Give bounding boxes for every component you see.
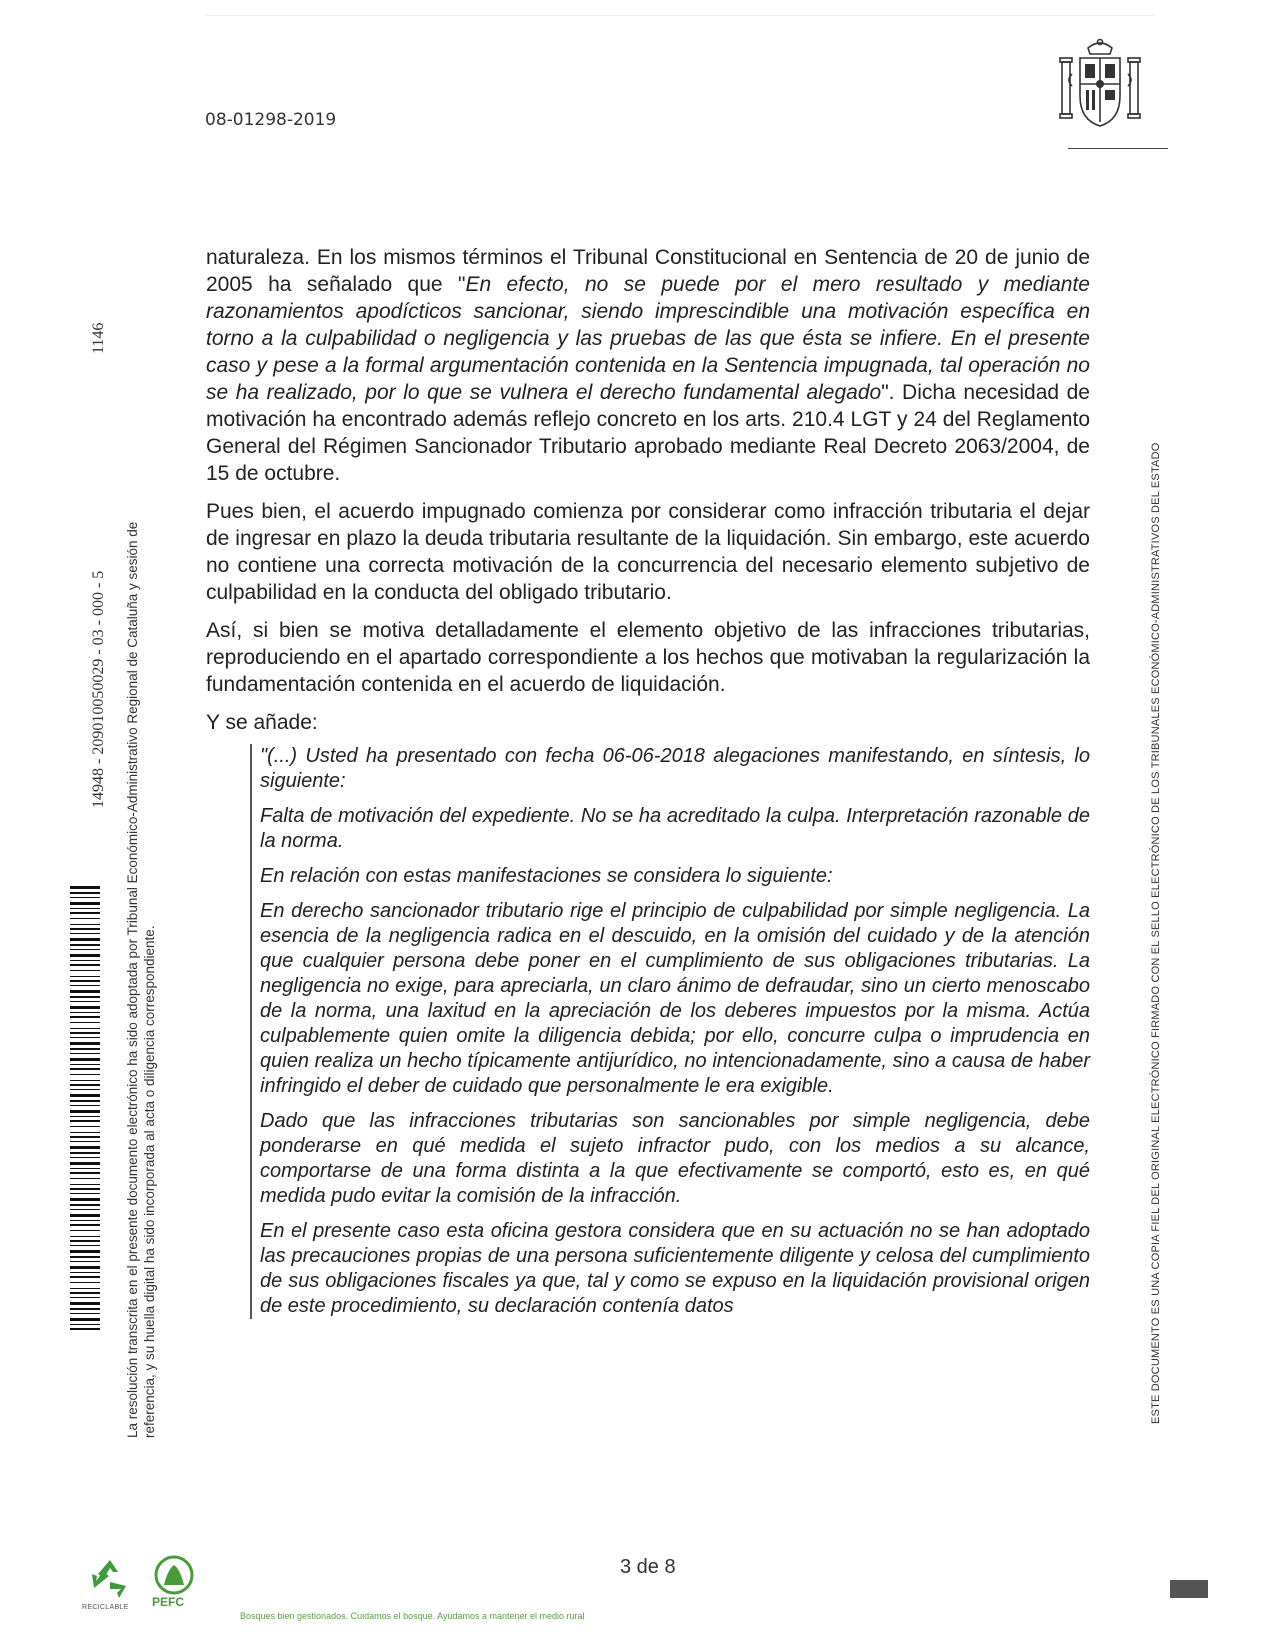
quote-paragraph: En el presente caso esta oficina gestora considera que en su actuación no se han adoptado las precauciones propias de una persona suficientemente diligente y celosa del cumplimiento de sus obligaciones fiscales ya que, tal y como se expuso en la liquidación provisional origen de este procedimiento, su declaración contenía datos bbox=[260, 1220, 1090, 1317]
paragraph-1: naturaleza. En los mismos términos el Tribunal Constitucional en Sentencia de 20 de junio de 2005 ha señalado que "En efecto, no se puede por el mero resultado y mediante razonamientos apodícticos sancionar, siendo imprescindible una motivación específica en torno a la culpabilidad o negligencia y las pruebas de las que ésta se infiere. En el presente caso y pese a la formal argumentación contenida en la Sentencia impugnada, tal operación no se ha realizado, por lo que se vulnera el derecho fundamental alegado". Dicha necesidad de motivación ha encontrado además reflejo concreto en los arts. 210.4 LGT y 24 del Reglamento General del Régimen Sancionador Tributario aprobado mediante Real Decreto 2063/2004, de 15 de octubre. bbox=[206, 246, 1090, 485]
document-id: 08-01298-2019 bbox=[205, 110, 337, 130]
corner-mark bbox=[1170, 1580, 1208, 1598]
electronic-resolution-note: La resolución transcrita en el presente documento electrónico ha sido adoptada por Tribunal Económico-Administrativo Regional de Cataluña y sesión de referencia, y su huella digital ha sido incorporada al acta o diligencia correspondiente. bbox=[125, 521, 157, 1438]
registry-code: 14948 - 209010050029 - 03 - 000 - 5 bbox=[90, 570, 107, 808]
certified-copy-note: ESTE DOCUMENTO ES UNA COPIA FIEL DEL ORIGINAL ELECTRÓNICO FIRMADO CON EL SELLO ELECTRÓNICO DE LOS TRIBUNALES ECONÓMICO-ADMINISTRATIVOS DEL ESTADO bbox=[1150, 442, 1162, 1424]
quote-paragraph: En relación con estas manifestaciones se considera lo siguiente: bbox=[260, 865, 833, 887]
pefc-tagline: Bosques bien gestionados. Cuidamos el bosque. Ayudamos a mantener el medio rural bbox=[240, 1611, 585, 1621]
paragraph-3: Así, si bien se motiva detalladamente el elemento objetivo de las infracciones tributarias, reproduciendo en el apartado correspondiente a los hechos que motivaban la regularización la fundamentación contenida en el acuerdo de liquidación. bbox=[206, 619, 1090, 696]
quote-paragraph: Dado que las infracciones tributarias son sancionables por simple negligencia, debe ponderarse en qué medida el sujeto infractor pudo, con los medios a su alcance, comportarse de una forma distinta a la que efectivamente se comportó, esto es, en qué medida pudo evitar la comisión de la infracción. bbox=[260, 1110, 1090, 1207]
quote-paragraph: En derecho sancionador tributario rige el principio de culpabilidad por simple negligencia. La esencia de la negligencia radica en el descuido, en la omisión del cuidado y de la atención que cualquier persona debe poner en el cumplimiento de sus obligaciones tributarias. La negligencia no exige, para apreciarla, un claro ánimo de defraudar, sino un cierto menoscabo de la norma, una laxitud en la apreciación de los deberes impuestos por la misma. Actúa culpablemente quien omite la diligencia debida; por ello, concurre culpa o imprudencia en quien realiza un hecho típicamente antijurídico, no intencionadamente, sino a causa de haber infringido el deber de cuidado que personalmente le era exigible. bbox=[260, 900, 1090, 1097]
barcode-icon bbox=[70, 886, 100, 1332]
quoted-resolution bbox=[250, 744, 1090, 1319]
cited-sentence: En efecto, no se puede por el mero resultado y mediante razonamientos apodícticos sancionar, siendo imprescindible una motivación específica en torno a la culpabilidad o negligencia y las pruebas de las que ésta se infiere. En el presente caso y pese a la formal argumentación contenida en la Sentencia impugnada, tal operación no se ha realizado, por lo que se vulnera el derecho fundamental alegado bbox=[206, 273, 1090, 404]
quote-paragraph: "(...) Usted ha presentado con fecha 06-06-2018 alegaciones manifestando, en síntesis, lo siguiente: bbox=[260, 745, 1090, 792]
pefc-label: PEFC bbox=[152, 1595, 185, 1609]
page-code: 1146 bbox=[90, 322, 107, 354]
pefc-logo-icon bbox=[150, 1555, 198, 1595]
recycle-label: RECICLABLE bbox=[82, 1604, 129, 1611]
crest-underline bbox=[1068, 148, 1168, 149]
document-body bbox=[206, 244, 1090, 1319]
recycle-icon bbox=[88, 1556, 132, 1600]
paragraph-4: Y se añade: bbox=[206, 711, 318, 734]
page-number: 3 de 8 bbox=[620, 1556, 676, 1578]
quote-paragraph: Falta de motivación del expediente. No se ha acreditado la culpa. Interpretación razonable de la norma. bbox=[260, 805, 1090, 852]
paragraph-2: Pues bien, el acuerdo impugnado comienza por considerar como infracción tributaria el dejar de ingresar en plazo la deuda tributaria resultante de la liquidación. Sin embargo, este acuerdo no contiene una correcta motivación de la concurrencia del necesario elemento subjetivo de culpabilidad en la conducta del obligado tributario. bbox=[206, 500, 1090, 604]
spanish-coat-of-arms-icon bbox=[1050, 34, 1150, 134]
top-edge-line bbox=[205, 15, 1155, 16]
